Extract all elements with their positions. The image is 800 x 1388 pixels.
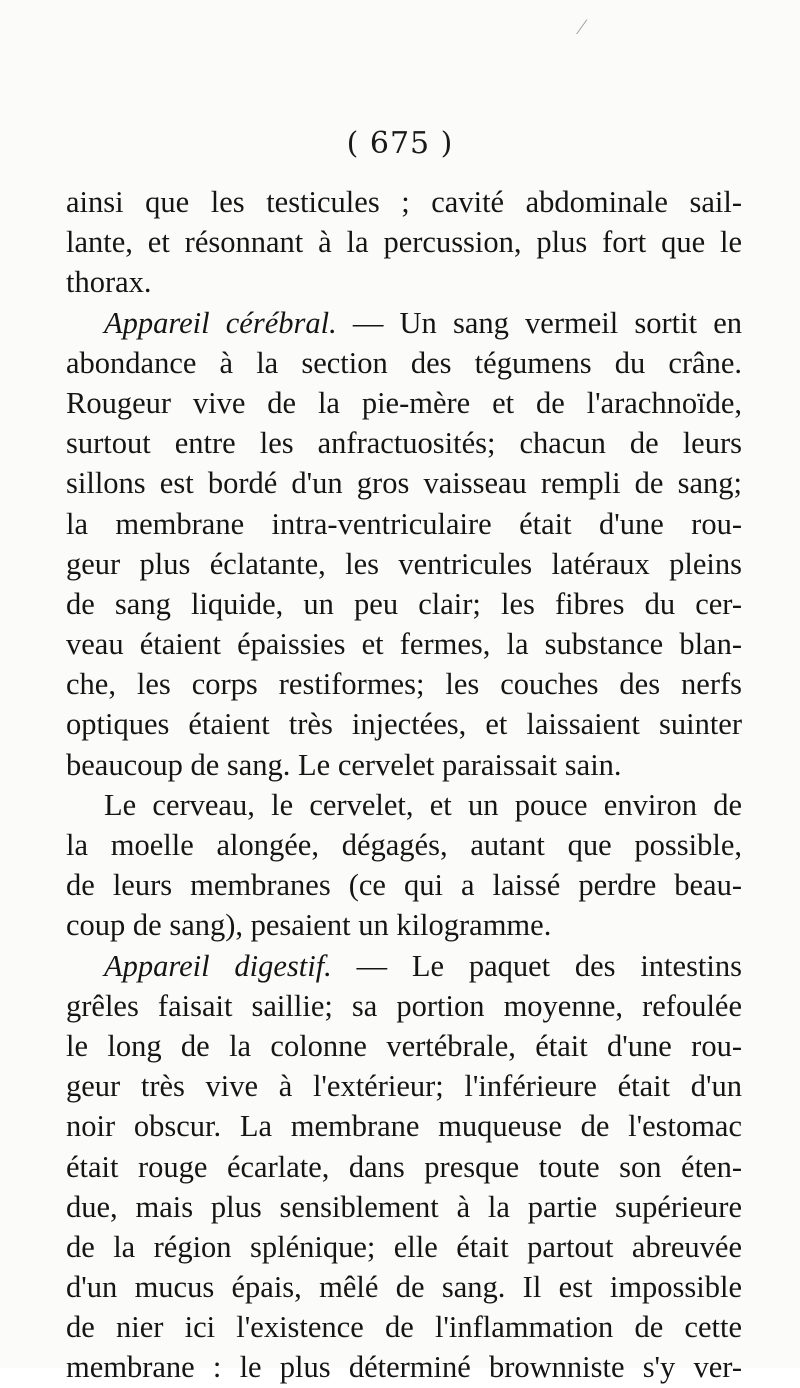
- text-line: veau étaient épaissies et fermes, la substance blan-: [66, 627, 742, 662]
- body-text: [66, 182, 742, 1388]
- text-line: de sang liquide, un peu clair; les fibres du cer-: [66, 586, 742, 621]
- text-line: lante, et résonnant à la percussion, plus fort que le: [66, 225, 742, 260]
- text-line: coup de sang), pesaient un kilogramme.: [66, 908, 552, 943]
- section-heading-cerebral: Appareil cérébral.: [104, 305, 337, 340]
- text-line: de nier ici l'existence de l'inflammation de cette: [66, 1310, 742, 1345]
- text-line: d'un mucus épais, mêlé de sang. Il est impossible: [66, 1270, 742, 1305]
- text-line: che, les corps restiformes; les couches des nerfs: [66, 667, 742, 702]
- text-line: geur plus éclatante, les ventricules latéraux pleins: [66, 546, 742, 581]
- text-line: optiques étaient très injectées, et laissaient suinter: [66, 707, 742, 742]
- text-fragment: — Le paquet des intestins: [331, 948, 743, 983]
- text-line: ainsi que les testicules ; cavité abdominale sail-: [66, 185, 742, 219]
- text-line: due, mais plus sensiblement à la partie supérieure: [66, 1189, 742, 1224]
- text-line: de la région splénique; elle était partout abreuvée: [66, 1229, 742, 1264]
- text-line: surtout entre les anfractuosités; chacun de leurs: [66, 426, 742, 461]
- text-line: la membrane intra-ventriculaire était d'une rou-: [66, 506, 742, 541]
- text-line: sillons est bordé d'un gros vaisseau rempli de sang;: [66, 466, 742, 501]
- text-line: la moelle alongée, dégagés, autant que possible,: [66, 828, 742, 862]
- text-line: le long de la colonne vertébrale, était d'une rou-: [66, 1028, 742, 1063]
- text-fragment: — Un sang vermeil sortit en: [336, 305, 742, 340]
- text-line: beaucoup de sang. Le cervelet paraissait sain.: [66, 747, 622, 782]
- text-line: [66, 946, 742, 986]
- text-line: abondance à la section des tégumens du crâne.: [66, 345, 742, 380]
- text-line: de leurs membranes (ce qui a laissé perdre beau-: [66, 868, 742, 903]
- text-line: membrane : le plus déterminé brownniste s'y ver-: [66, 1350, 742, 1385]
- text-line: Le cerveau, le cervelet, et un pouce environ de: [104, 787, 742, 822]
- margin-stroke-mark: ⁄: [580, 14, 584, 39]
- page-number: ( 675 ): [346, 126, 454, 161]
- text-line: Rougeur vive de la pie-mère et de l'arachnoïde,: [66, 385, 742, 420]
- text-line: grêles faisait saillie; sa portion moyenne, refoulée: [66, 988, 742, 1023]
- section-heading-digestive: Appareil digestif.: [104, 948, 332, 983]
- text-line: noir obscur. La membrane muqueuse de l'estomac: [66, 1109, 742, 1144]
- text-line: était rouge écarlate, dans presque toute son éten-: [66, 1149, 742, 1184]
- text-line: geur très vive à l'extérieur; l'inférieure était d'un: [66, 1069, 742, 1104]
- text-line: thorax.: [66, 265, 152, 300]
- text-line: [66, 303, 742, 343]
